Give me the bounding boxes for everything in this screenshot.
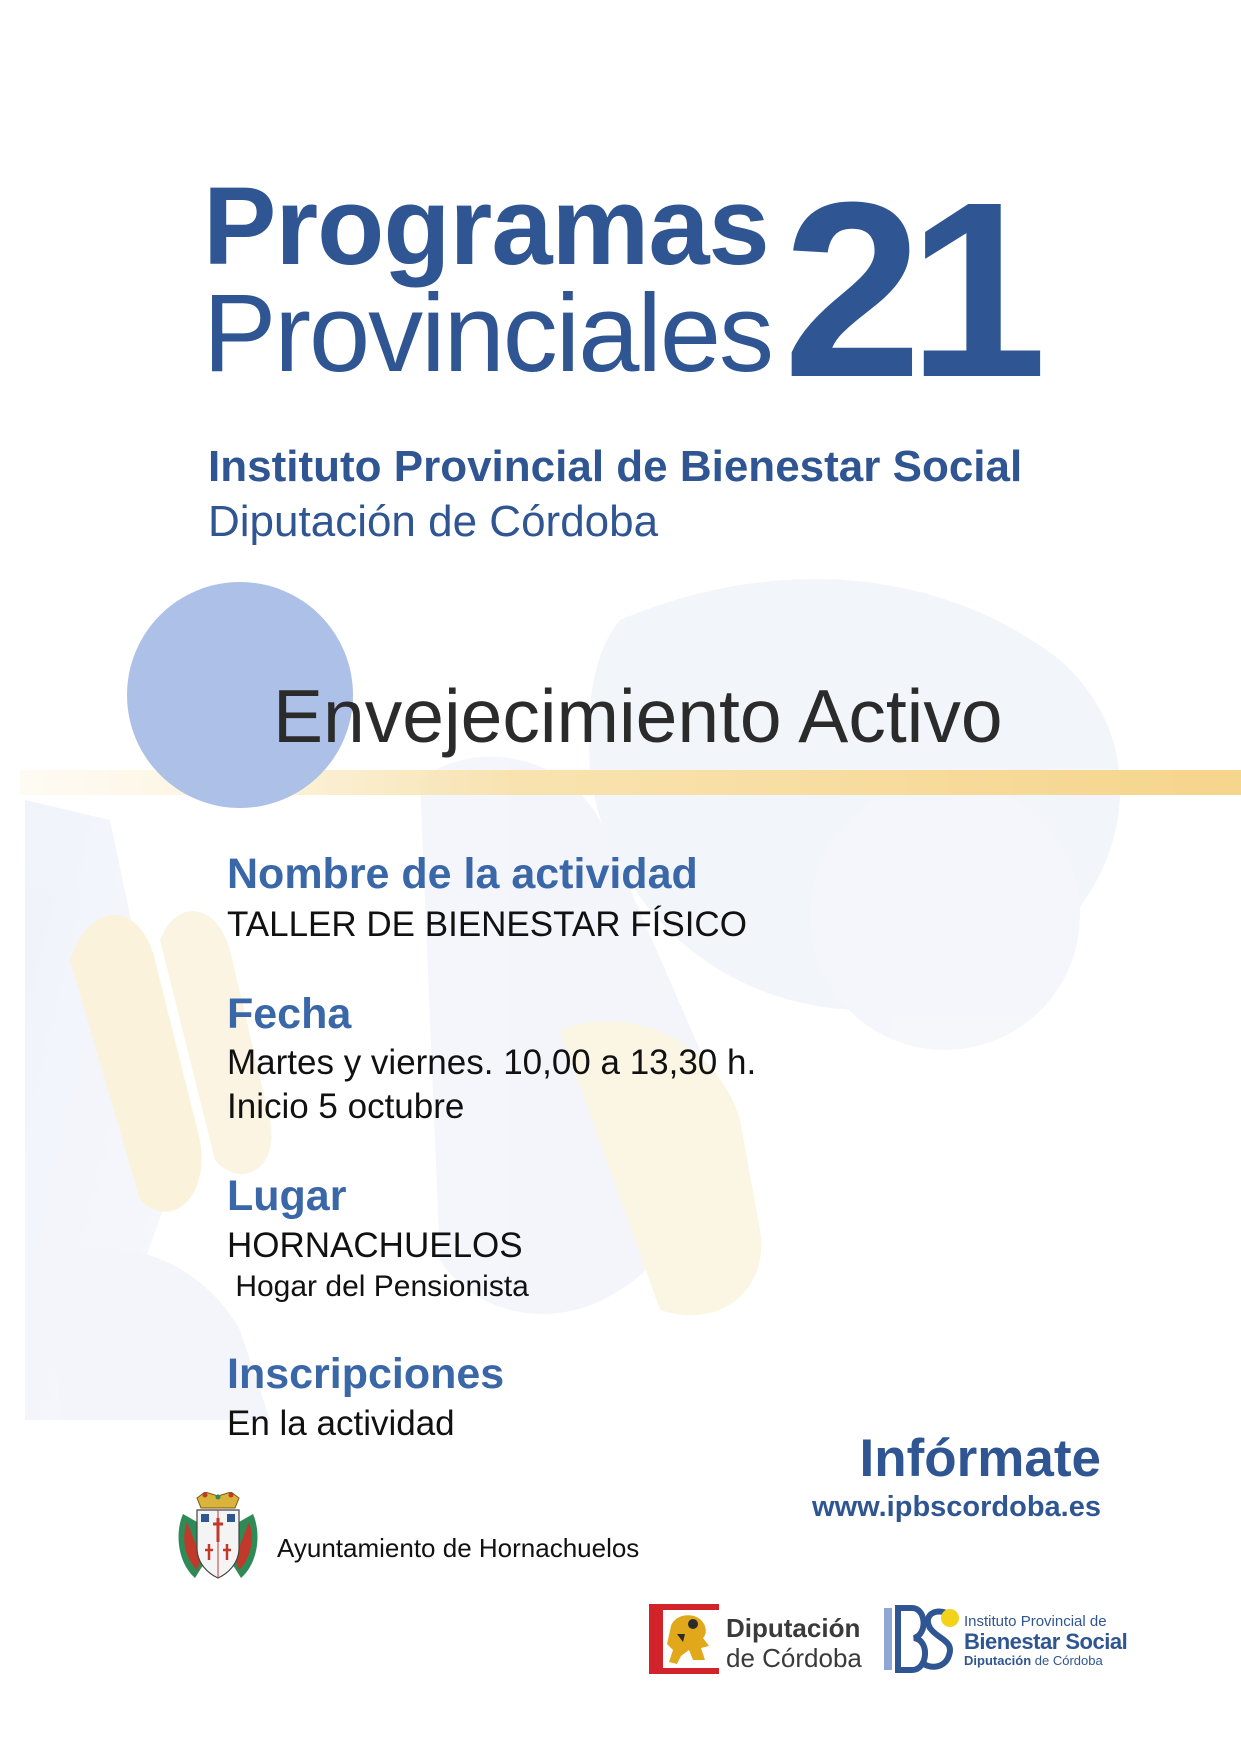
ipbs-logo-line2: Bienestar Social xyxy=(964,1629,1128,1654)
ipbs-logo-icon xyxy=(882,1604,962,1674)
ipbs-logo-line3-bold: Diputación xyxy=(964,1653,1032,1668)
website-link[interactable]: www.ipbscordoba.es xyxy=(812,1491,1101,1523)
date-line1: Martes y viernes. 10,00 a 13,30 h. xyxy=(227,1043,757,1082)
title-programas: Programas xyxy=(203,165,769,288)
institute-name: Instituto Provincial de Bienestar Social xyxy=(208,442,1023,491)
title-provinciales: Provinciales xyxy=(203,272,773,395)
ipbs-logo-line3 xyxy=(964,1653,1103,1668)
activity-label: Nombre de la actividad xyxy=(227,850,698,898)
place-label: Lugar xyxy=(227,1172,347,1220)
diputacion-logo-line2: de Córdoba xyxy=(726,1643,862,1673)
registration-value: En la actividad xyxy=(227,1404,455,1443)
date-label: Fecha xyxy=(227,990,352,1038)
program-name: Envejecimiento Activo xyxy=(273,674,1003,758)
place-line2: Hogar del Pensionista xyxy=(227,1270,529,1303)
ayuntamiento-name: Ayuntamiento de Hornachuelos xyxy=(277,1533,640,1563)
registration-label: Inscripciones xyxy=(227,1350,505,1398)
ipbs-logo-line3-rest: de Córdoba xyxy=(1031,1653,1103,1668)
title-number: 21 xyxy=(783,150,1034,429)
ipbs-logo-line1: Instituto Provincial de xyxy=(964,1613,1107,1630)
activity-value: TALLER DE BIENESTAR FÍSICO xyxy=(227,905,747,944)
date-line2: Inicio 5 octubre xyxy=(227,1087,465,1126)
diputacion-name: Diputación de Córdoba xyxy=(208,497,659,546)
coat-of-arms-icon xyxy=(175,1492,261,1582)
diputacion-logo-line1: Diputación xyxy=(726,1613,861,1643)
informate-heading: Infórmate xyxy=(859,1429,1101,1488)
diputacion-lion-icon xyxy=(649,1604,719,1674)
place-line1: HORNACHUELOS xyxy=(227,1226,523,1265)
